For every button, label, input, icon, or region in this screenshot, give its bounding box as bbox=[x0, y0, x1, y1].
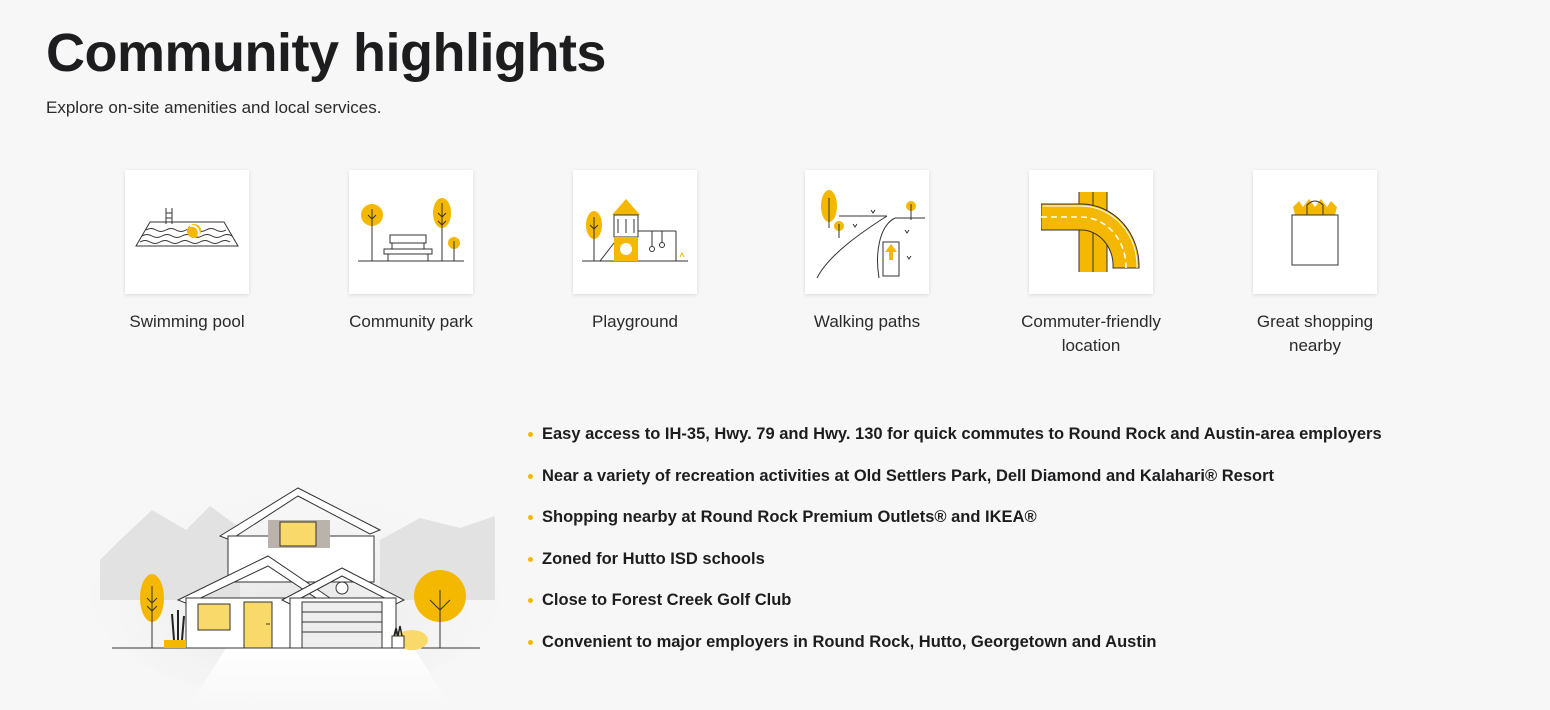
amenity-swimming-pool bbox=[92, 170, 282, 334]
walking-path-icon bbox=[809, 184, 925, 280]
bullet-dot-icon bbox=[528, 515, 533, 520]
amenity-label: Playground bbox=[591, 312, 678, 331]
bullet-dot-icon bbox=[528, 598, 533, 603]
house-illustration bbox=[90, 470, 500, 710]
page-title: Community highlights bbox=[46, 23, 606, 83]
amenity-label: Swimming pool bbox=[129, 312, 245, 331]
highlight-text: Shopping nearby at Round Rock Premium Outlets® and IKEA® bbox=[542, 508, 1037, 526]
highlight-text: Easy access to IH-35, Hwy. 79 and Hwy. 130 for quick commutes to Round Rock and Austin-area employers bbox=[542, 425, 1382, 443]
bullet-dot-icon bbox=[528, 557, 533, 562]
amenity-community-park bbox=[316, 170, 506, 334]
highlight-text: Near a variety of recreation activities at Old Settlers Park, Dell Diamond and Kalahari® Resort bbox=[542, 466, 1275, 485]
amenity-tile bbox=[1253, 170, 1377, 294]
amenity-shopping bbox=[1220, 170, 1410, 358]
list-item bbox=[526, 588, 1382, 630]
bullet-dot-icon bbox=[528, 474, 533, 479]
road-icon bbox=[1041, 192, 1141, 272]
highlight-text: Convenient to major employers in Round Rock, Hutto, Georgetown and Austin bbox=[542, 632, 1157, 651]
amenity-tile bbox=[125, 170, 249, 294]
swimming-pool-icon bbox=[132, 202, 242, 262]
list-item bbox=[526, 422, 1382, 464]
list-item bbox=[526, 505, 1382, 547]
list-item bbox=[526, 547, 1382, 589]
highlight-text: Zoned for Hutto ISD schools bbox=[542, 549, 765, 568]
amenity-walking-paths bbox=[772, 170, 962, 334]
amenity-label: Walking paths bbox=[813, 312, 921, 331]
park-bench-icon bbox=[356, 197, 466, 267]
amenity-tile bbox=[349, 170, 473, 294]
amenity-tile bbox=[805, 170, 929, 294]
amenity-playground bbox=[540, 170, 730, 334]
page-subtitle: Explore on-site amenities and local services. bbox=[46, 98, 382, 117]
highlights-list bbox=[526, 422, 1382, 671]
list-item bbox=[526, 630, 1382, 672]
playground-icon bbox=[580, 197, 690, 267]
shopping-bag-icon bbox=[1285, 197, 1345, 267]
bullet-dot-icon bbox=[528, 432, 533, 437]
list-item bbox=[526, 464, 1382, 506]
amenity-tile bbox=[1029, 170, 1153, 294]
highlight-text: Close to Forest Creek Golf Club bbox=[542, 591, 792, 609]
amenity-tile bbox=[573, 170, 697, 294]
amenity-label: Great shopping nearby bbox=[1256, 312, 1374, 355]
amenity-label: Commuter-friendly location bbox=[1021, 312, 1161, 355]
bullet-dot-icon bbox=[528, 640, 533, 645]
amenity-label: Community park bbox=[349, 312, 473, 331]
amenity-commuter-friendly bbox=[996, 170, 1186, 358]
